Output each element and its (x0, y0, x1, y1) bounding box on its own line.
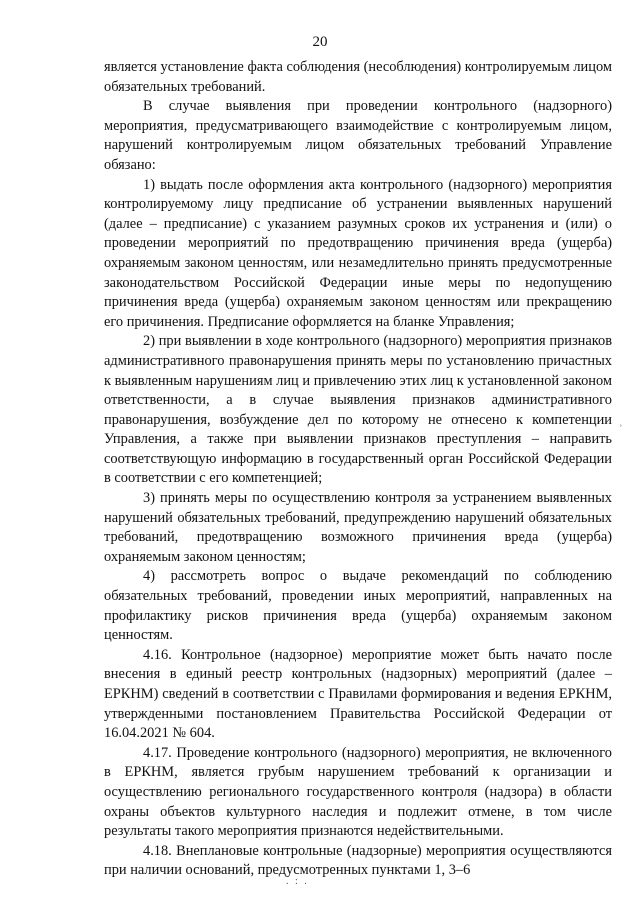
paragraph-4-18: 4.18. Внеплановые контрольные (надзорные) мероприятия осуществляются при наличии оснований, предусмотренных пунктами 1, 3–6 (104, 842, 612, 879)
paragraph-item-1: 1) выдать после оформления акта контрольного (надзорного) мероприятия контролируемому лицу предписание об устранении выявленных нарушений (далее – предписание) с указанием разумных сроков их устранения и (или) о проведении мероприятий по предотвращению причинения вреда (ущерба) охраняемым законом ценностям, или незамедлительно принять предусмотренные законодательством Российской Федерации иные меры по недопущению причинения вреда (ущерба) охраняемым законом ценностям или прекращению его причинения. Предписание оформляется на бланке Управления; (104, 176, 612, 330)
paragraph-4-16: 4.16. Контрольное (надзорное) мероприятие может быть начато после внесения в единый реестр контрольных (надзорных) мероприятий (далее – ЕРКНМ) сведений в соответствии с Правилами формирования и ведения ЕРКНМ, утвержденными постановлением Правительства Российской Федерации от 16.04.2021 № 604. (104, 646, 612, 742)
paragraph-violations-duty: В случае выявления при проведении контрольного (надзорного) мероприятия, предусматривающего взаимодействие с контролируемым лицом, нарушений контролируемым лицом обязательных требований Управление обязано: (104, 98, 612, 173)
document-body (104, 58, 612, 881)
paragraph-4-17: 4.17. Проведение контрольного (надзорного) мероприятия, не включенного в ЕРКНМ, является грубым нарушением требований к организации и осуществлению регионального государственного контроля (надзора) в области охраны объектов культурного наследия и подлежит отмене, в том числе результаты такого мероприятия признаются недействительными. (104, 744, 612, 840)
page-number: 20 (312, 34, 328, 50)
paragraph-item-3: 3) принять меры по осуществлению контроля за устранением выявленных нарушений обязательных требований, предупреждению нарушений обязательных требований, предотвращению возможного причинения вреда (ущерба) охраняемым законом ценностям; (104, 490, 612, 565)
scan-artifact: . : . (286, 876, 309, 887)
paragraph-item-4: 4) рассмотреть вопрос о выдаче рекомендаций по соблюдению обязательных требований, проведении иных мероприятий, направленных на профилактику рисков причинения вреда (ущерба) охраняемым законом ценностям. (104, 568, 612, 644)
paragraph-item-2: 2) при выявлении в ходе контрольного (надзорного) мероприятия признаков административного правонарушения принять меры по установлению причастных к выявленным нарушениям лиц и привлечению этих лиц к установленной законом ответственности, а в случае выявления признаков административного правонарушения, возбуждение дел по которому не отнесено к компетенции Управления, а также при выявлении признаков преступления – направить соответствующую информацию в государственный орган Российской Федерации в соответствии с его компетенцией; (104, 333, 612, 487)
margin-mark: ˒ (619, 418, 623, 430)
paragraph-intro: является установление факта соблюдения (несоблюдения) контролируемым лицом обязательных требований. (104, 59, 612, 95)
